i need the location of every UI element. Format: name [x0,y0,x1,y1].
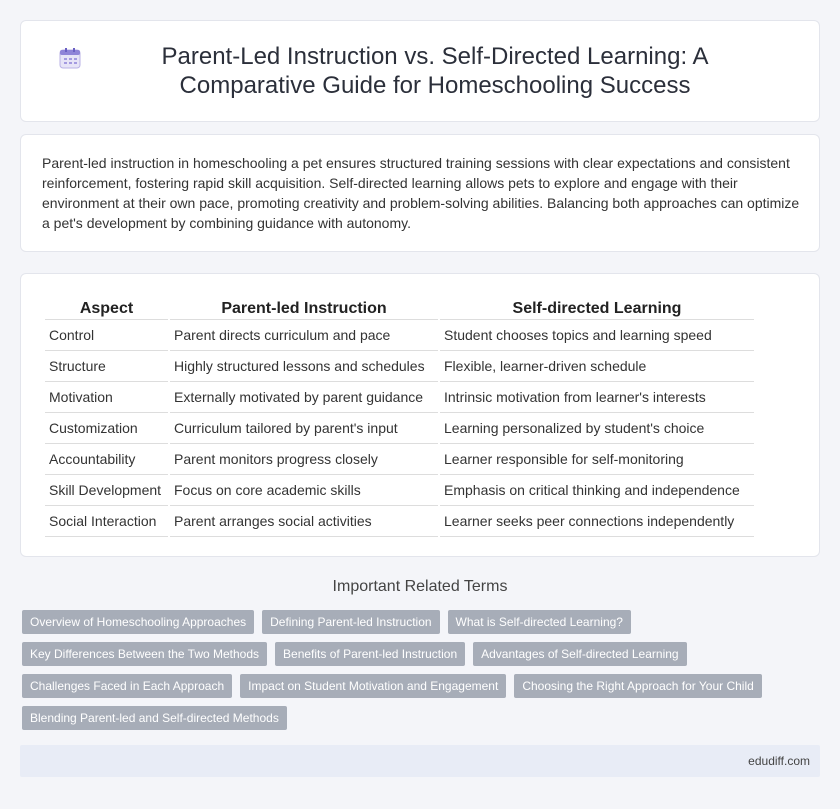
related-term-tag[interactable]: Challenges Faced in Each Approach [22,674,232,698]
related-term-tag[interactable]: Overview of Homeschooling Approaches [22,610,254,634]
footer [20,745,820,777]
table-row [45,475,754,506]
table-cell: Flexible, learner-driven schedule [440,351,754,382]
related-term-tag[interactable]: Advantages of Self-directed Learning [473,642,686,666]
table-cell: Skill Development [45,475,168,506]
column-header-parent-led: Parent-led Instruction [170,294,438,320]
tag-row [22,706,812,730]
table-cell: Motivation [45,382,168,413]
table-cell: Learner responsible for self-monitoring [440,444,754,475]
page-title: Parent-Led Instruction vs. Self-Directed Learning: A Comparative Guide for Homeschooling Success [161,43,709,99]
tag-row [22,674,812,698]
table-cell: Learning personalized by student's choice [440,413,754,444]
table-row [45,382,754,413]
comparison-table-card [20,273,820,557]
column-header-aspect: Aspect [45,294,168,320]
footer-site-link[interactable]: edudiff.com [748,754,810,768]
related-term-tag[interactable]: Benefits of Parent-led Instruction [275,642,465,666]
table-cell: Customization [45,413,168,444]
table-cell: Parent arranges social activities [170,506,438,537]
related-term-tag[interactable]: Choosing the Right Approach for Your Child [514,674,762,698]
table-row [45,413,754,444]
table-row [45,351,754,382]
table-header-row [45,294,754,320]
tag-row [22,642,812,666]
table-cell: Externally motivated by parent guidance [170,382,438,413]
table-cell: Social Interaction [45,506,168,537]
intro-paragraph: Parent-led instruction in homeschooling a pet ensures structured training sessions with clear expectations and consistent reinforcement, fostering rapid skill acquisition. Self-directed learning allows pets to explore and engage with their environment at their own pace, promoting creativity and problem-solving abilities. Balancing both approaches can optimize a pet's development by combining guidance with autonomy. [42,155,800,231]
related-terms-list [22,610,812,738]
table-cell: Highly structured lessons and schedules [170,351,438,382]
related-term-tag[interactable]: What is Self-directed Learning? [448,610,631,634]
comparison-table [43,294,756,537]
tag-row [22,610,812,634]
header-card [20,20,820,122]
table-row [45,444,754,475]
table-cell: Parent monitors progress closely [170,444,438,475]
table-cell: Emphasis on critical thinking and independence [440,475,754,506]
table-cell: Accountability [45,444,168,475]
table-row [45,320,754,351]
table-cell: Curriculum tailored by parent's input [170,413,438,444]
table-cell: Focus on core academic skills [170,475,438,506]
table-cell: Student chooses topics and learning speed [440,320,754,351]
related-term-tag[interactable]: Blending Parent-led and Self-directed Methods [22,706,287,730]
related-term-tag[interactable]: Defining Parent-led Instruction [262,610,439,634]
column-header-self-directed: Self-directed Learning [440,294,754,320]
related-term-tag[interactable]: Impact on Student Motivation and Engagement [240,674,506,698]
table-cell: Parent directs curriculum and pace [170,320,438,351]
related-terms-heading: Important Related Terms [332,578,508,595]
table-cell: Structure [45,351,168,382]
table-cell: Learner seeks peer connections independently [440,506,754,537]
table-row [45,506,754,537]
intro-card [20,134,820,252]
related-term-tag[interactable]: Key Differences Between the Two Methods [22,642,267,666]
table-cell: Intrinsic motivation from learner's interests [440,382,754,413]
table-cell: Control [45,320,168,351]
